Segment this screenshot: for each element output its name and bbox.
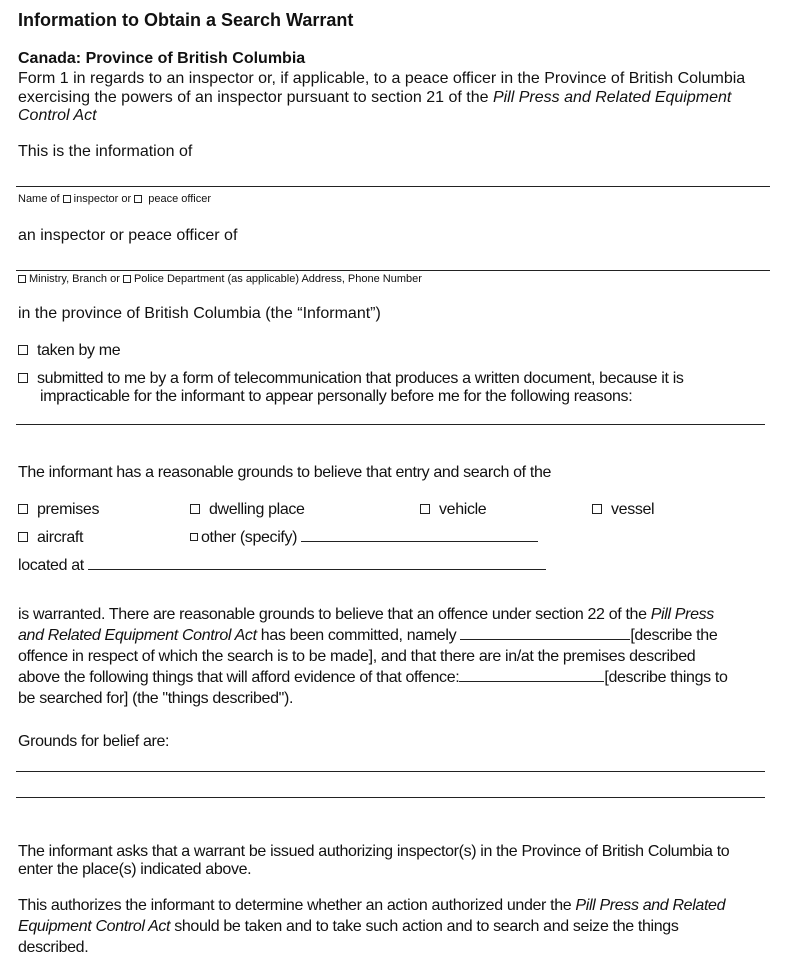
- act-italic-5: Equipment Control Act: [18, 918, 171, 935]
- telecommunication-checkbox-icon[interactable]: [18, 373, 28, 383]
- located-at-row: [18, 555, 546, 576]
- name-caption: [18, 193, 211, 206]
- name-caption-prefix: Name of: [18, 193, 60, 205]
- peace-officer-checkbox-icon[interactable]: [134, 195, 142, 203]
- officer-of-label: an inspector or peace officer of: [18, 227, 238, 244]
- other-specify-field[interactable]: [301, 527, 538, 542]
- warranted-line-5: be searched for] (the "things described").: [18, 690, 294, 707]
- inspector-checkbox-icon[interactable]: [63, 195, 71, 203]
- warranted-line-2: [18, 625, 717, 646]
- taken-by-me-label: taken by me: [37, 342, 121, 359]
- grounds-field-line-1[interactable]: [16, 771, 765, 772]
- dwelling-place-label: dwelling place: [209, 501, 305, 518]
- jurisdiction-heading: Canada: Province of British Columbia: [18, 50, 306, 67]
- vessel-option[interactable]: [592, 499, 654, 520]
- name-field-line[interactable]: [16, 186, 770, 187]
- offence-field[interactable]: [460, 625, 630, 640]
- authorizes-text-2: should be taken and to take such action and to search and seize the things: [170, 918, 679, 935]
- grounds-intro: The informant has a reasonable grounds to believe that entry and search of the: [18, 464, 552, 481]
- taken-by-me-checkbox-icon[interactable]: [18, 345, 28, 355]
- ministry-option-label: Ministry, Branch or: [29, 273, 120, 285]
- premises-checkbox-icon[interactable]: [18, 504, 28, 514]
- other-checkbox-icon[interactable]: [190, 533, 198, 541]
- request-line-2: enter the place(s) indicated above.: [18, 861, 252, 878]
- vehicle-label: vehicle: [439, 501, 487, 518]
- taken-by-me-option[interactable]: [18, 340, 120, 361]
- peace-officer-option-label: peace officer: [148, 193, 212, 205]
- aircraft-checkbox-icon[interactable]: [18, 532, 28, 542]
- ministry-caption: [18, 273, 422, 286]
- vessel-label: vessel: [611, 501, 655, 518]
- things-field[interactable]: [459, 667, 604, 682]
- information-of-label: This is the information of: [18, 143, 193, 160]
- reasons-field-line[interactable]: [16, 424, 765, 425]
- warranted-text-4: above the following things that will afford evidence of that offence:: [18, 669, 460, 686]
- police-department-option-label: Police Department (as applicable) Address, Phone Number: [133, 273, 422, 285]
- document-title: Information to Obtain a Search Warrant: [18, 10, 354, 30]
- dwelling-place-option[interactable]: [190, 499, 305, 520]
- intro-line-2-text: exercising the powers of an inspector pursuant to section 21 of the: [18, 89, 493, 106]
- vehicle-checkbox-icon[interactable]: [420, 504, 430, 514]
- province-line: in the province of British Columbia (the “Informant”): [18, 305, 381, 322]
- act-italic-4: Pill Press and Related: [575, 897, 726, 914]
- located-at-field[interactable]: [88, 555, 546, 570]
- other-label: other (specify): [201, 529, 298, 546]
- aircraft-label: aircraft: [37, 529, 84, 546]
- authorizes-text-1: This authorizes the informant to determine whether an action authorized under the: [18, 897, 576, 914]
- premises-option[interactable]: [18, 499, 99, 520]
- aircraft-option[interactable]: [18, 527, 83, 548]
- authorizes-line-1: [18, 895, 725, 916]
- located-at-label: located at: [18, 557, 84, 574]
- authorizes-line-2: [18, 916, 678, 937]
- act-italic-2: Pill Press: [650, 606, 714, 623]
- telecommunication-continuation: impracticable for the informant to appear personally before me for the following reasons:: [40, 388, 633, 405]
- describe-offence-hint: [describe the: [630, 627, 718, 644]
- ministry-checkbox-icon[interactable]: [18, 275, 26, 283]
- authorizes-line-3: described.: [18, 939, 89, 956]
- vessel-checkbox-icon[interactable]: [592, 504, 602, 514]
- act-name-italic: Pill Press and Related Equipment: [492, 89, 732, 106]
- request-line-1: The informant asks that a warrant be issued authorizing inspector(s) in the Province of British Columbia to: [18, 843, 730, 860]
- premises-label: premises: [37, 501, 100, 518]
- vehicle-option[interactable]: [420, 499, 486, 520]
- police-department-checkbox-icon[interactable]: [123, 275, 131, 283]
- intro-line-2: [18, 88, 731, 107]
- telecommunication-label: submitted to me by a form of telecommunication that produces a written document, because it is: [37, 370, 684, 387]
- inspector-option-label: inspector or: [73, 193, 132, 205]
- grounds-for-belief-label: Grounds for belief are:: [18, 733, 170, 750]
- grounds-field-line-2[interactable]: [16, 797, 765, 798]
- warranted-line-1: [18, 604, 714, 625]
- warranted-text-1: is warranted. There are reasonable grounds to believe that an offence under section 22 of the: [18, 606, 651, 623]
- describe-things-hint: [describe things to: [604, 669, 728, 686]
- warranted-line-3: offence in respect of which the search is to be made], and that there are in/at the premises described: [18, 648, 696, 665]
- dwelling-place-checkbox-icon[interactable]: [190, 504, 200, 514]
- intro-line-3: [18, 106, 97, 125]
- intro-line-1: Form 1 in regards to an inspector or, if applicable, to a peace officer in the Province of British Columbia: [18, 70, 746, 87]
- act-name-italic-cont: Control Act: [18, 107, 97, 124]
- ministry-field-line[interactable]: [16, 270, 770, 271]
- warranted-text-2: has been committed, namely: [256, 627, 461, 644]
- other-option[interactable]: [190, 527, 538, 548]
- act-italic-3: and Related Equipment Control Act: [18, 627, 257, 644]
- warranted-line-4: [18, 667, 728, 688]
